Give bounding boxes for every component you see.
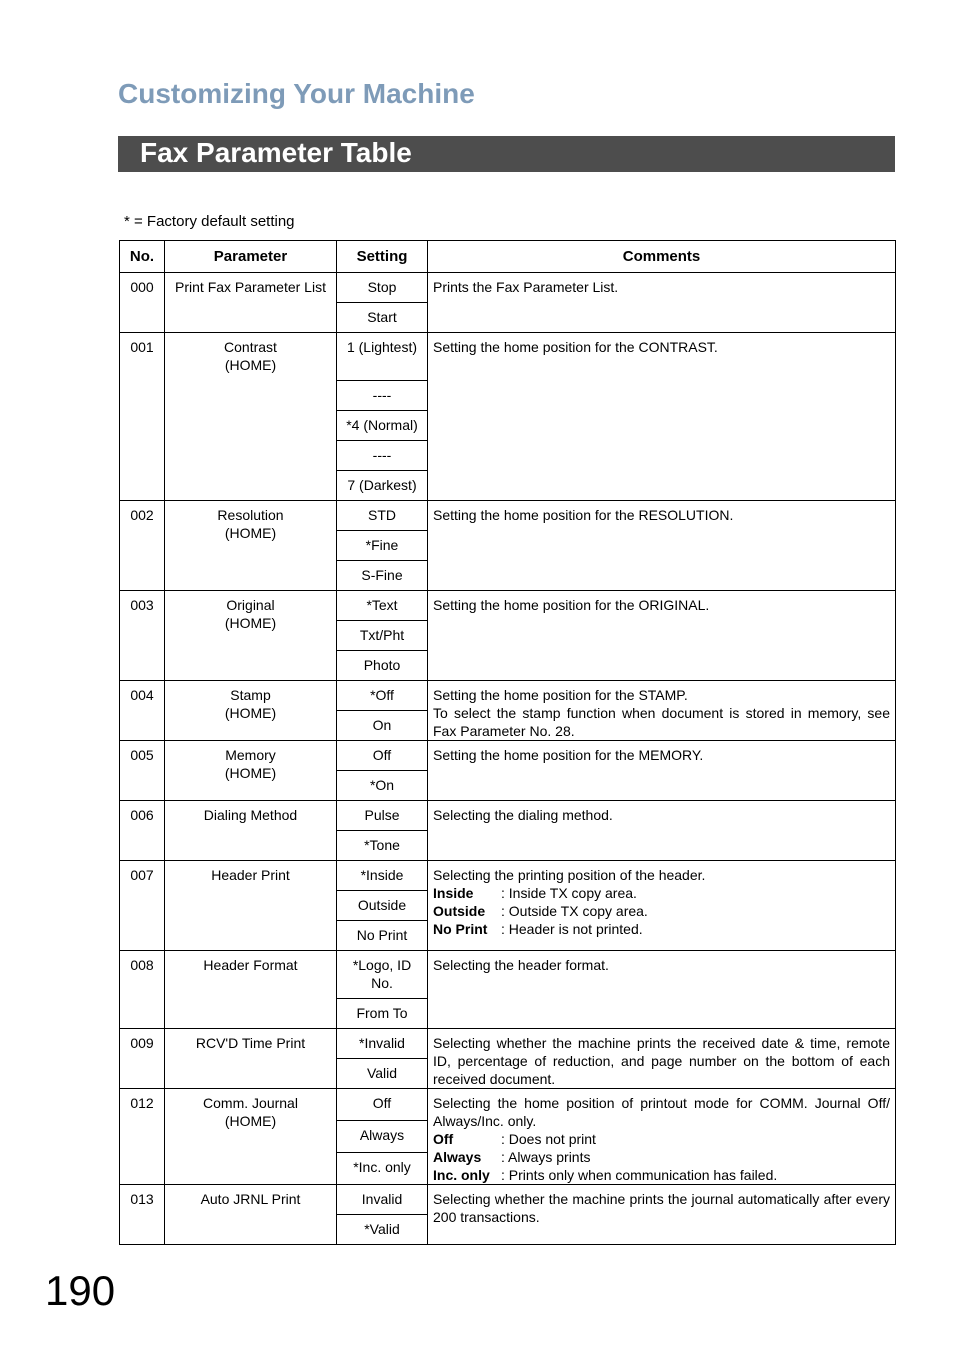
setting-value: S-Fine [337, 561, 428, 591]
parameter-number: 003 [120, 591, 165, 681]
table-row [120, 501, 896, 531]
parameter-name: Header Format [203, 957, 298, 973]
setting-value: ---- [337, 381, 428, 411]
fax-parameter-table [119, 240, 896, 1245]
parameter-name: Memory [225, 747, 276, 763]
setting-value: Off [337, 1089, 428, 1121]
table-row [120, 1089, 896, 1121]
parameter-number: 002 [120, 501, 165, 591]
option-line [433, 920, 890, 938]
comment-text: Selecting the dialing method. [433, 807, 613, 823]
table-row [120, 1029, 896, 1059]
comment-text-extra: To select the stamp function when document is stored in memory, see Fax Parameter No. 28. [433, 705, 890, 739]
parameter-name: Header Print [211, 867, 290, 883]
table-row [120, 333, 896, 381]
parameter-name-cell [165, 1185, 337, 1245]
comment-text: Setting the home position for the RESOLUTION. [433, 507, 734, 523]
setting-value: Stop [337, 273, 428, 303]
setting-value: Invalid [337, 1185, 428, 1215]
parameter-number: 004 [120, 681, 165, 741]
parameter-name: Dialing Method [203, 807, 298, 823]
parameter-name-cell [165, 861, 337, 951]
option-term: No Print [433, 921, 488, 937]
setting-value: *Inc. only [337, 1153, 428, 1185]
column-header-no: No. [120, 241, 165, 273]
setting-value: *Fine [337, 531, 428, 561]
option-line [433, 902, 890, 920]
parameter-name-cell [165, 1029, 337, 1089]
option-term: Always [433, 1149, 482, 1165]
table-row [120, 741, 896, 771]
setting-value: Off [337, 741, 428, 771]
comment-text: Selecting whether the machine prints the received date & time, remote ID, percentage of reduction, and page number on the bottom of each received document. [433, 1035, 890, 1087]
table-row [120, 591, 896, 621]
option-line [433, 884, 890, 902]
parameter-name: Auto JRNL Print [200, 1191, 301, 1207]
option-line [433, 1148, 890, 1166]
parameter-name: Comm. Journal [203, 1095, 298, 1111]
setting-value: *Logo, ID No. [337, 951, 428, 999]
comment-cell [428, 1089, 896, 1185]
parameter-number: 013 [120, 1185, 165, 1245]
parameter-name-cell [165, 741, 337, 801]
setting-value: Start [337, 303, 428, 333]
parameter-number: 008 [120, 951, 165, 1029]
option-term: Off [433, 1131, 454, 1147]
comment-cell [428, 801, 896, 861]
setting-value: 1 (Lightest) [337, 333, 428, 381]
parameter-number: 001 [120, 333, 165, 501]
page-title-bar [118, 136, 895, 172]
parameter-name-cell [165, 951, 337, 1029]
option-description: : Always prints [501, 1149, 591, 1165]
parameter-name: RCV'D Time Print [195, 1035, 306, 1051]
parameter-qualifier: (HOME) [224, 357, 277, 373]
setting-value: On [337, 711, 428, 741]
option-description: : Inside TX copy area. [501, 885, 637, 901]
setting-value: *Tone [337, 831, 428, 861]
parameter-name-cell [165, 333, 337, 501]
page-number: 190 [45, 1267, 116, 1314]
setting-value: *Invalid [337, 1029, 428, 1059]
comment-cell [428, 273, 896, 333]
setting-value: No Print [337, 921, 428, 951]
parameter-qualifier: (HOME) [224, 765, 277, 781]
table-header-row [120, 241, 896, 273]
parameter-name: Stamp [230, 687, 271, 703]
parameter-name-cell [165, 1089, 337, 1185]
parameter-name-cell [165, 273, 337, 333]
setting-value: *Off [337, 681, 428, 711]
parameter-name: Original [226, 597, 275, 613]
column-header-setting: Setting [337, 241, 428, 273]
parameter-qualifier: (HOME) [224, 615, 277, 631]
parameter-name: Resolution [217, 507, 284, 523]
comment-cell [428, 861, 896, 951]
parameter-qualifier: (HOME) [224, 525, 277, 541]
parameter-number: 009 [120, 1029, 165, 1089]
section-title: Customizing Your Machine [118, 78, 475, 109]
comment-cell [428, 333, 896, 501]
setting-value: *On [337, 771, 428, 801]
comment-cell [428, 501, 896, 591]
comment-text: Prints the Fax Parameter List. [433, 279, 619, 295]
parameter-number: 005 [120, 741, 165, 801]
table-body [120, 273, 896, 1245]
option-description: : Prints only when communication has failed. [501, 1167, 778, 1183]
table-row [120, 273, 896, 303]
parameter-number: 007 [120, 861, 165, 951]
comment-cell [428, 951, 896, 1029]
setting-value: *Inside [337, 861, 428, 891]
parameter-name-cell [165, 801, 337, 861]
setting-value: Txt/Pht [337, 621, 428, 651]
option-line [433, 1130, 890, 1148]
factory-default-note: * = Factory default setting [124, 213, 295, 230]
parameter-qualifier: (HOME) [224, 705, 277, 721]
comment-text: Setting the home position for the ORIGINAL. [433, 597, 710, 613]
setting-value: *Valid [337, 1215, 428, 1245]
option-term: Outside [433, 903, 486, 919]
table-row [120, 801, 896, 831]
setting-value: Pulse [337, 801, 428, 831]
column-header-parameter: Parameter [165, 241, 337, 273]
page-title: Fax Parameter Table [140, 137, 412, 168]
comment-text: Selecting the home position of printout mode for COMM. Journal Off/ Always/Inc. only. [433, 1095, 890, 1129]
setting-value: 7 (Darkest) [337, 471, 428, 501]
comment-cell [428, 591, 896, 681]
setting-value: Always [337, 1121, 428, 1153]
option-term: Inc. only [433, 1167, 490, 1183]
option-description: : Does not print [501, 1131, 596, 1147]
parameter-number: 006 [120, 801, 165, 861]
setting-value: ---- [337, 441, 428, 471]
parameter-qualifier: (HOME) [224, 1113, 277, 1129]
setting-value: *4 (Normal) [337, 411, 428, 441]
parameter-number: 000 [120, 273, 165, 333]
comment-text: Selecting the printing position of the header. [433, 867, 706, 883]
setting-value: Photo [337, 651, 428, 681]
column-header-comments: Comments [428, 241, 896, 273]
setting-value: Outside [337, 891, 428, 921]
parameter-number: 012 [120, 1089, 165, 1185]
parameter-name: Contrast [224, 339, 277, 355]
comment-text: Setting the home position for the MEMORY. [433, 747, 704, 763]
parameter-name-cell [165, 501, 337, 591]
setting-value: From To [337, 999, 428, 1029]
parameter-name-cell [165, 681, 337, 741]
table-row [120, 1185, 896, 1215]
setting-value: STD [337, 501, 428, 531]
comment-cell [428, 681, 896, 741]
comment-text: Selecting whether the machine prints the journal automatically after every 200 transactions. [433, 1191, 890, 1225]
comment-cell [428, 1185, 896, 1245]
comment-text: Selecting the header format. [433, 957, 609, 973]
parameter-name: Print Fax Parameter List [175, 279, 326, 295]
comment-text: Setting the home position for the CONTRAST. [433, 339, 718, 355]
table-row [120, 681, 896, 711]
option-description: : Header is not printed. [501, 921, 643, 937]
table-row [120, 861, 896, 891]
comment-cell [428, 741, 896, 801]
setting-value: Valid [337, 1059, 428, 1089]
table-row [120, 951, 896, 999]
option-term: Inside [433, 885, 474, 901]
option-line [433, 1166, 890, 1184]
parameter-name-cell [165, 591, 337, 681]
option-description: : Outside TX copy area. [501, 903, 648, 919]
comment-text: Setting the home position for the STAMP. [433, 687, 688, 703]
comment-cell [428, 1029, 896, 1089]
setting-value: *Text [337, 591, 428, 621]
